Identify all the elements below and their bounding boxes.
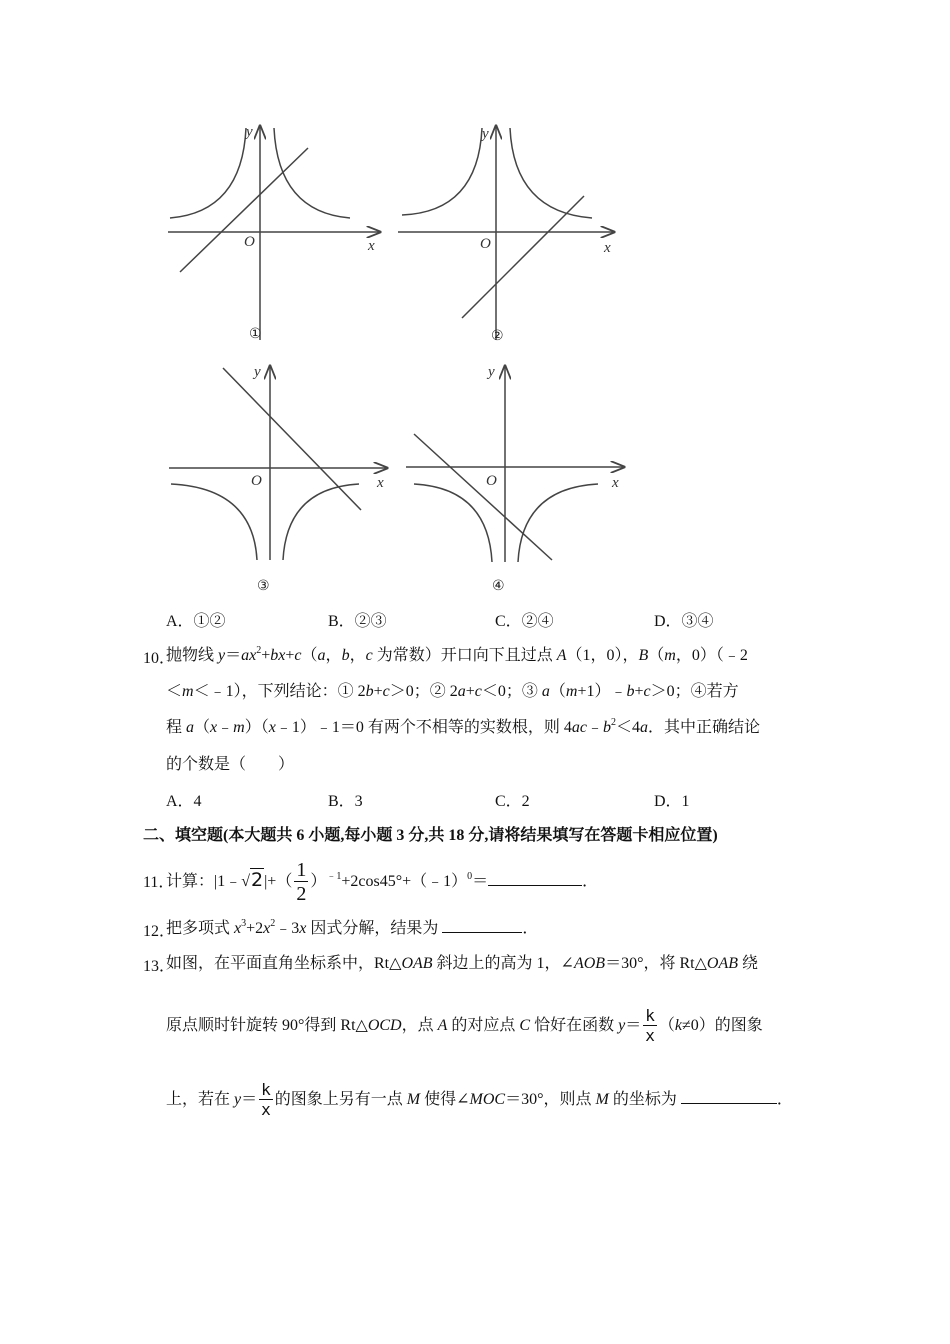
q10-number: 10．: [143, 650, 176, 667]
q12-line: 把多项式 $x^3+2x^2﹣3x$ 因式分解，结果为 ．: [166, 918, 539, 937]
fraction-one-half: $\frac{1}{2}$: [296, 859, 307, 906]
graph-2: [396, 120, 626, 350]
q10-option-b: B．3: [328, 793, 363, 810]
q13-number: 13．: [143, 958, 176, 975]
hyperbola-right-branch: [510, 128, 592, 218]
q10-line-4: 的个数是（ ）: [166, 756, 295, 773]
q13-line-2: 原点顺时针旋转 90°得到 Rt△OCD，点 A 的对应点 C 恰好在函数 y＝ $\frac{k}{x}$ （k≠0）的图象: [166, 1006, 763, 1046]
q9-option-b: B．②③: [328, 613, 387, 630]
straight-line: [414, 434, 552, 560]
q12-number: 12．: [143, 923, 176, 940]
graph-1: [160, 120, 390, 350]
graph-3-label: ③: [257, 578, 270, 594]
origin-label: O: [486, 473, 497, 489]
graph-3: [165, 360, 395, 580]
q13-line-1: 如图，在平面直角坐标系中，Rt△OAB 斜边上的高为 1，∠AOB＝30°，将 Rt△OAB 绕: [166, 955, 759, 972]
x-label: x: [612, 475, 619, 491]
origin-label: O: [480, 236, 491, 252]
graph-1-label: ①: [249, 326, 262, 342]
q10-line-1: 抛物线 $y=ax^2+bx+c(a$，b，c 为常数）开口向下且过点 A（1，0），B（m，0）（﹣2: [166, 645, 748, 664]
q10-option-c: C．2: [495, 793, 530, 810]
hyperbola-left-branch: [171, 484, 257, 560]
hyperbola-left-branch: [170, 128, 246, 218]
q13-answer-blank[interactable]: [681, 1089, 777, 1104]
origin-label: O: [251, 473, 262, 489]
q11-answer-blank[interactable]: [488, 871, 582, 886]
fraction-k-over-x: $\frac{k}{x}$: [645, 1006, 655, 1046]
x-label: x: [377, 475, 384, 491]
y-label: y: [246, 124, 253, 140]
q10-line-3: 程 a（x﹣m）（x﹣1）﹣1＝0 有两个不相等的实数根，则 $4ac﹣b^2<4a$．其中正确结论: [166, 717, 761, 736]
x-label: x: [604, 240, 611, 256]
hyperbola-right-branch: [518, 484, 598, 562]
section-2-heading: 二、填空题(本大题共 6 小题,每小题 3 分,共 18 分,请将结果填写在答题卡相应位置): [143, 827, 718, 844]
q10-option-a: A．4: [166, 793, 202, 810]
fraction-k-over-x: $\frac{k}{x}$: [261, 1080, 271, 1120]
y-label: y: [254, 364, 261, 380]
sqrt-2: √2: [241, 869, 264, 891]
graph-4-label: ④: [492, 578, 505, 594]
q9-option-a: A．①②: [166, 613, 226, 630]
hyperbola-right-branch: [274, 128, 350, 218]
q9-option-d: D．③④: [654, 613, 714, 630]
q10-option-d: D．1: [654, 793, 690, 810]
q13-line-3: 上，若在 y＝ $\frac{k}{x}$ 的图象上另有一点 M 使得∠MOC＝30°，则点 M 的坐标为 ．: [166, 1080, 793, 1120]
y-label: y: [488, 364, 495, 380]
origin-label: O: [244, 234, 255, 250]
hyperbola-left-branch: [414, 484, 492, 562]
graph-2-label: ②: [491, 328, 504, 344]
q11-number: 11．: [143, 874, 175, 891]
q12-answer-blank[interactable]: [442, 918, 522, 933]
y-label: y: [482, 126, 489, 142]
hyperbola-left-branch: [402, 128, 482, 215]
straight-line: [180, 148, 308, 272]
q10-line-2: ＜m＜﹣1），下列结论：① 2b+c＞0；② 2a+c＜0；③ a（m+1）﹣b+c＞0；④若方: [166, 683, 739, 700]
q11-line: 计算：|1﹣√2|+（ $\frac{1}{2}$ ）$^{﹣1}$+2cos45°+（﹣1）$^0$＝ ．: [166, 857, 598, 905]
straight-line: [223, 368, 361, 510]
q9-option-c: C．②④: [495, 613, 554, 630]
x-label: x: [368, 238, 375, 254]
graph-4: [402, 360, 632, 580]
straight-line: [462, 196, 584, 318]
